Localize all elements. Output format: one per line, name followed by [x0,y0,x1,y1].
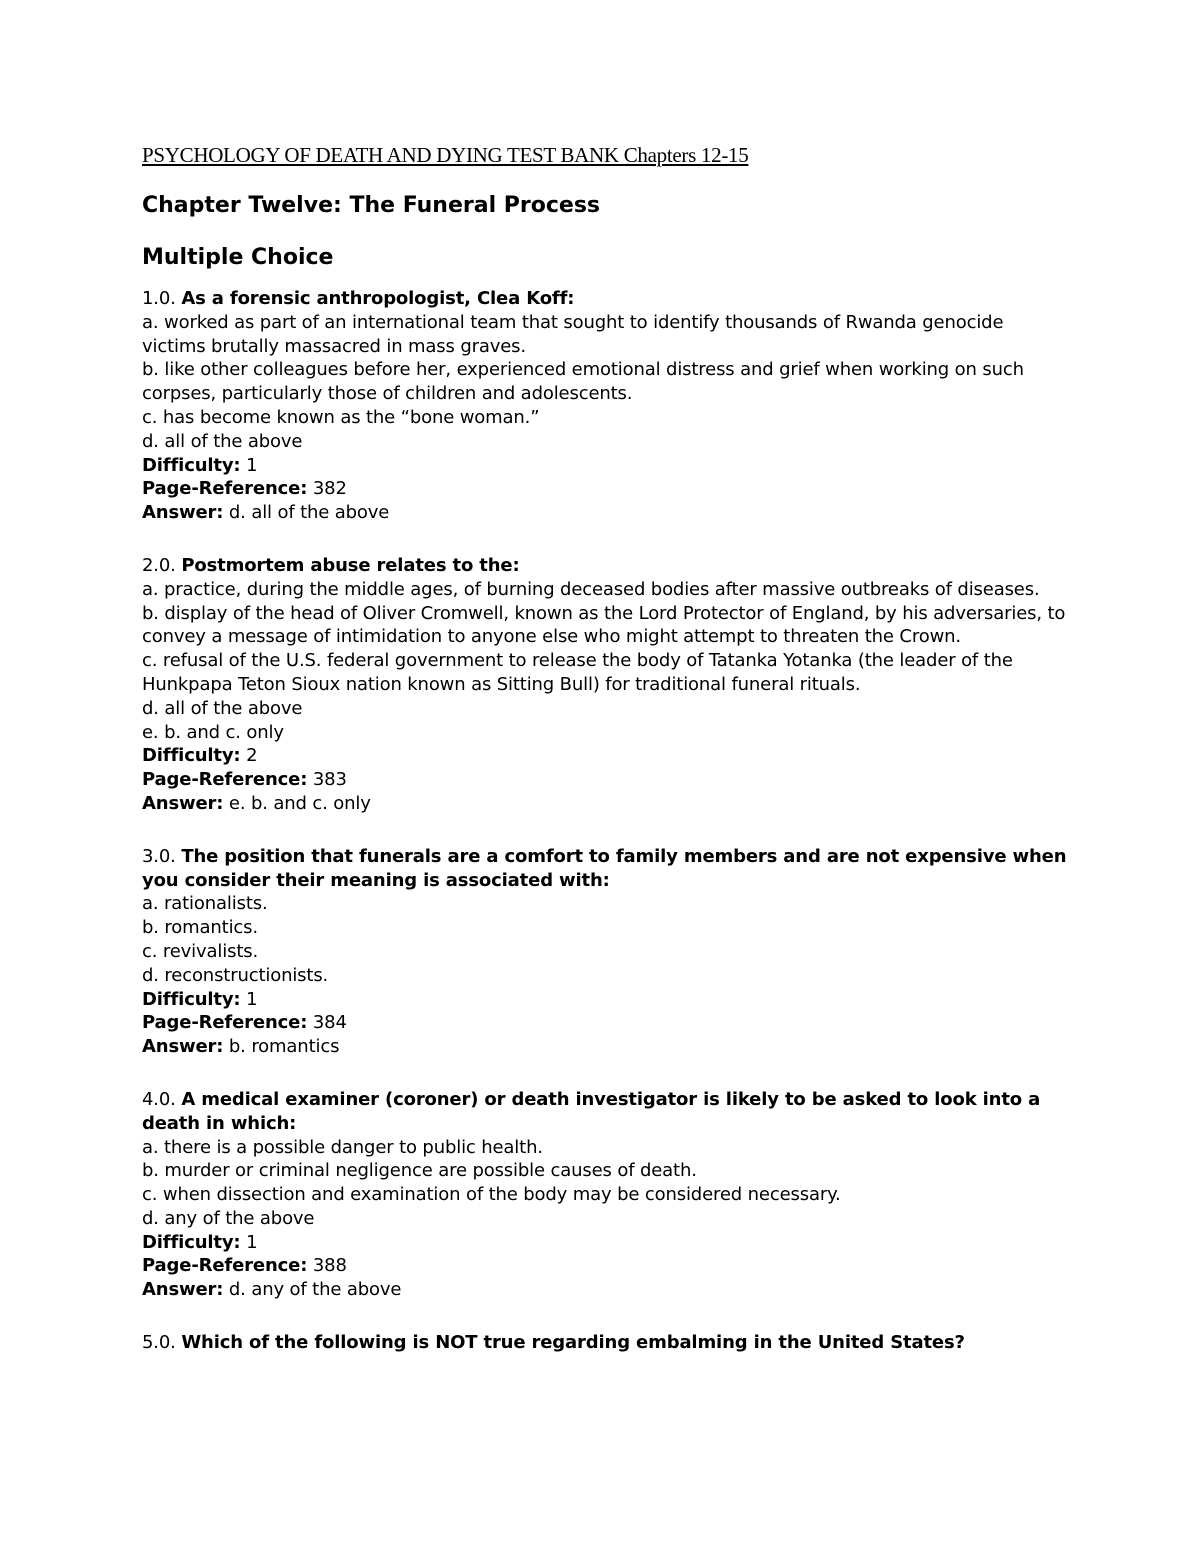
answer-label: Answer: [142,502,224,524]
question-item [142,1331,1072,1355]
answer-option: d. reconstructionists. [142,964,329,986]
difficulty-line [142,454,1072,478]
difficulty-line [142,988,1072,1012]
question-number: 1.0. [142,288,176,309]
difficulty-label: Difficulty: [142,988,241,1010]
answer-line [142,792,1072,816]
page-reference-value: 383 [312,769,347,791]
answer-option: c. refusal of the U.S. federal government to release the body of Tatanka Yotanka (the leader of the Hunkpapa Teton Sioux nation known as Sitting Bull) for traditional funeral rituals. [142,650,1013,695]
question-number: 4.0. [142,1088,176,1110]
answer-option: d. all of the above [142,430,303,452]
answer-option: b. murder or criminal negligence are possible causes of death. [142,1160,697,1182]
section-heading: Multiple Choice [142,245,334,270]
question-stem-line [142,1331,1072,1355]
question-stem: Which of the following is NOT true regarding embalming in the United States? [181,1332,965,1354]
answer-line [142,1035,1072,1059]
question-item [142,287,1072,525]
document-title: PSYCHOLOGY OF DEATH AND DYING TEST BANK Chapters 12-15 [142,143,749,167]
page-reference-line [142,477,1072,501]
answer-option: c. when dissection and examination of the body may be considered necessary. [142,1184,841,1206]
answer-option: a. there is a possible danger to public health. [142,1136,543,1158]
question-list [142,287,1072,1355]
page-reference-label: Page-Reference: [142,1255,308,1277]
answer-option: c. has become known as the “bone woman.” [142,406,540,428]
question-stem: The position that funerals are a comfort to family members and are not expensive when you consider their meaning is associated with: [142,845,1067,891]
page-reference-line [142,1254,1072,1278]
chapter-heading: Chapter Twelve: The Funeral Process [142,193,601,218]
page-reference-line [142,1011,1072,1035]
page-reference-line [142,768,1072,792]
question-number: 5.0. [142,1332,176,1354]
answer-option: c. revivalists. [142,940,259,962]
page-reference-value: 388 [312,1255,347,1277]
answer-label: Answer: [142,792,224,814]
difficulty-line [142,744,1072,768]
answer-option: a. worked as part of an international team that sought to identify thousands of Rwanda genocide victims brutally massacred in mass graves. [142,311,1004,357]
question-stem: A medical examiner (coroner) or death investigator is likely to be asked to look into a death in which: [142,1088,1041,1134]
document-content [142,142,1072,1384]
answer-option: e. b. and c. only [142,721,284,743]
difficulty-label: Difficulty: [142,745,241,767]
answer-line [142,501,1072,525]
page-reference-value: 382 [312,478,347,500]
page-reference-label: Page-Reference: [142,769,308,791]
question-stem-line [142,1088,1072,1136]
answer-label: Answer: [142,1279,224,1301]
question-stem-line [142,554,1072,578]
page-reference-label: Page-Reference: [142,478,308,500]
difficulty-value: 2 [246,745,258,767]
answer-value: b. romantics [228,1036,340,1058]
difficulty-value: 1 [246,988,258,1010]
difficulty-label: Difficulty: [142,1231,241,1253]
answer-option: b. display of the head of Oliver Cromwell, known as the Lord Protector of England, by his adversaries, to convey a message of intimidation to anyone else who might attempt to threaten the Crown. [142,602,1066,648]
question-number: 2.0. [142,554,176,576]
answer-option: d. all of the above [142,697,303,719]
question-item [142,554,1072,816]
question-stem: Postmortem abuse relates to the: [181,554,520,576]
page-reference-value: 384 [312,1012,347,1034]
difficulty-value: 1 [246,1231,258,1253]
answer-option: a. rationalists. [142,893,268,915]
page-reference-label: Page-Reference: [142,1012,308,1034]
difficulty-label: Difficulty: [142,454,241,476]
answer-value: d. any of the above [228,1279,402,1301]
question-number: 3.0. [142,845,176,867]
difficulty-value: 1 [246,454,258,476]
answer-label: Answer: [142,1036,224,1058]
question-item [142,845,1072,1059]
question-stem: As a forensic anthropologist, Clea Koff: [181,288,575,309]
answer-value: e. b. and c. only [228,792,371,814]
question-stem-line [142,287,1072,311]
answer-option: a. practice, during the middle ages, of burning deceased bodies after massive outbreaks of diseases. [142,578,1040,600]
answer-value: d. all of the above [228,502,390,524]
question-item [142,1088,1072,1302]
answer-option: b. like other colleagues before her, experienced emotional distress and grief when working on such corpses, particularly those of children and adolescents. [142,359,1024,405]
answer-option: b. romantics. [142,917,258,939]
answer-option: d. any of the above [142,1207,315,1229]
answer-line [142,1278,1072,1302]
question-stem-line [142,845,1072,893]
difficulty-line [142,1231,1072,1255]
